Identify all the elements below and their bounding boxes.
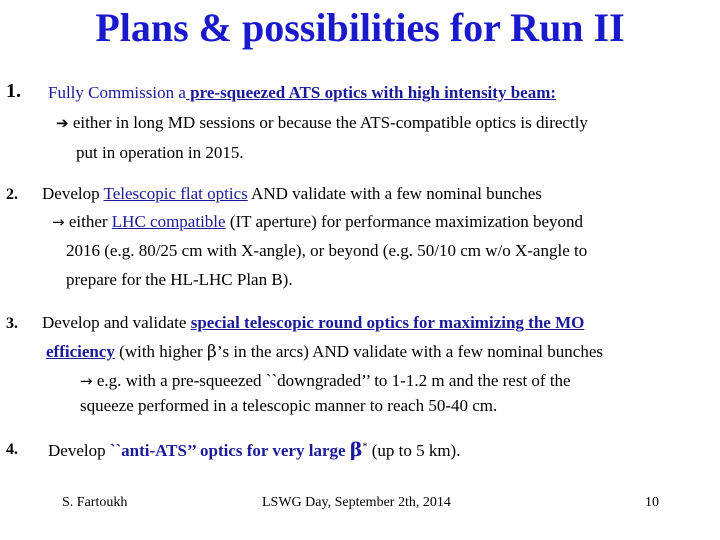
item-1-line-3: put in operation in 2015. <box>76 143 244 162</box>
item-1-text: Fully Commission a <box>48 83 186 102</box>
item-4-line-1: Develop ``anti-ATS’’ optics for very large β* (up to 5 km). <box>48 439 461 461</box>
item-2-line-3: 2016 (e.g. 80/25 cm with X-angle), or beyond (e.g. 50/10 cm w/o X-angle to <box>66 241 588 260</box>
arrow-right-icon: ➔ <box>56 114 69 132</box>
arrow-right-icon: → <box>80 372 93 390</box>
item-2-line-4: prepare for the HL-LHC Plan B). <box>66 270 293 289</box>
item-3-line-3: → e.g. with a pre-squeezed ``downgraded’’ to 1-1.2 m and the rest of the <box>80 371 571 390</box>
footer-page-number: 10 <box>645 495 659 510</box>
item-number: 4. <box>6 441 18 458</box>
item-3-line-4: squeeze performed in a telescopic manner to reach 50-40 cm. <box>80 396 498 415</box>
item-3-line-1: Develop and validate special telescopic round optics for maximizing the MO <box>42 313 585 332</box>
item-number: 1. <box>6 80 21 102</box>
lhc-compatible-link[interactable]: LHC compatible <box>111 212 226 231</box>
beta-symbol: β <box>206 342 217 362</box>
beta-symbol: β <box>349 439 363 461</box>
item-number: 2. <box>6 186 18 203</box>
item-1-line-1 <box>48 83 556 103</box>
item-1-link[interactable]: pre-squeezed ATS optics with high intensity beam: <box>185 83 557 102</box>
special-round-optics-link[interactable]: special telescopic round optics for maximizing the MO <box>190 313 585 332</box>
item-3-line-2: efficiency (with higher β’s in the arcs) AND validate with a few nominal bunches <box>46 342 603 362</box>
item-2-line-2: → either LHC compatible (IT aperture) for performance maximization beyond <box>52 212 584 231</box>
efficiency-link[interactable]: efficiency <box>46 342 115 361</box>
arrow-right-icon: → <box>52 213 65 231</box>
footer-author: S. Fartoukh <box>62 495 128 510</box>
anti-ats-optics-text: ``anti-ATS’’ optics for very large <box>109 441 350 460</box>
footer-event: LSWG Day, September 2th, 2014 <box>262 495 451 510</box>
page-title: Plans & possibilities for Run II <box>95 5 625 50</box>
telescopic-flat-optics-link[interactable]: Telescopic flat optics <box>103 184 248 203</box>
item-1-line-2: ➔ either in long MD sessions or because the ATS-compatible optics is directly <box>56 113 588 132</box>
item-number: 3. <box>6 315 18 332</box>
superscript-star: * <box>362 441 368 453</box>
item-2-line-1: Develop Telescopic flat optics AND validate with a few nominal bunches <box>42 184 542 203</box>
